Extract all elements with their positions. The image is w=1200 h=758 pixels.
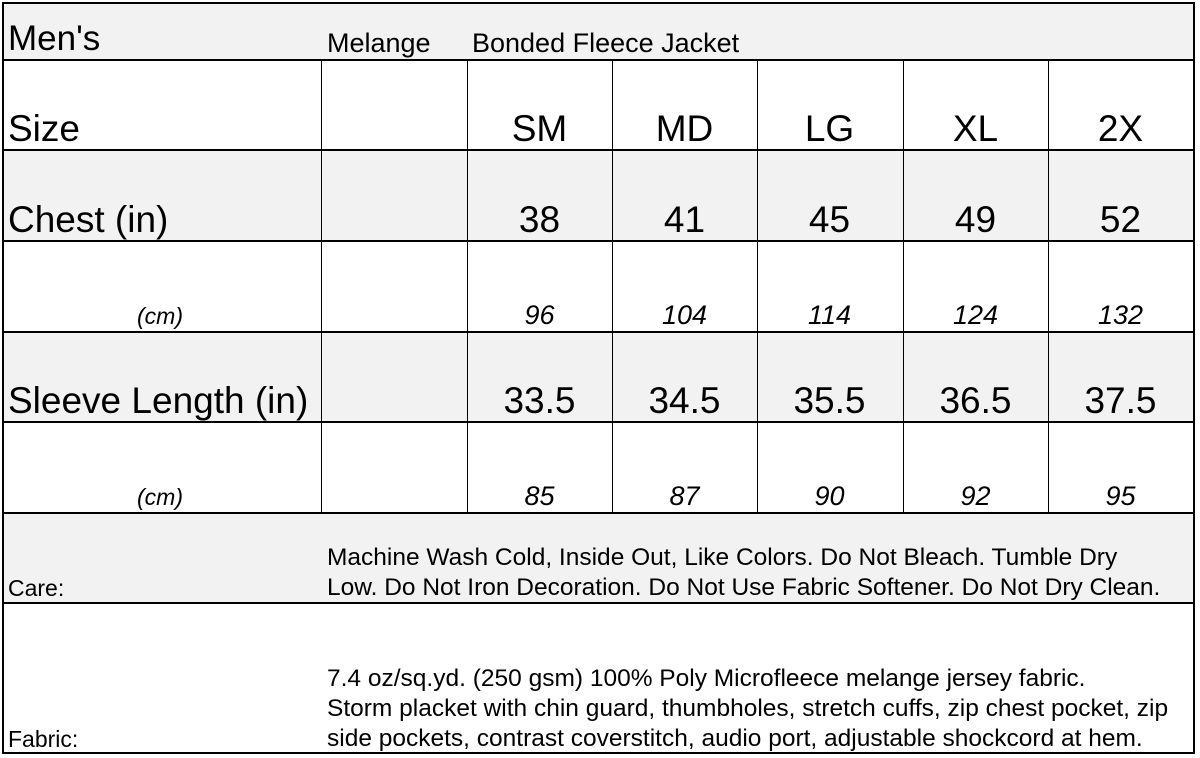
fabric-text-line-3: side pockets, contrast coverstitch, audio port, adjustable shockcord at hem. bbox=[327, 725, 1143, 752]
rule-sleeve-in bbox=[2, 421, 1195, 423]
size-lg: LG bbox=[804, 108, 855, 149]
chest-in-lg: 45 bbox=[808, 199, 851, 240]
rule-chest-in bbox=[2, 240, 1195, 242]
sleeve-cm-xl: 92 bbox=[960, 481, 991, 511]
fabric-text-line-2: Storm placket with chin guard, thumbholes, stretch cuffs, zip chest pocket, zip bbox=[327, 695, 1169, 722]
sleeve-in-lg: 35.5 bbox=[793, 380, 866, 421]
size-label: Size bbox=[8, 108, 80, 149]
chest-in-sm: 38 bbox=[518, 199, 561, 240]
sleeve-cm-lg: 90 bbox=[814, 481, 845, 511]
sleeve-cm-label: (cm) bbox=[137, 484, 183, 510]
sleeve-cm-2x: 95 bbox=[1105, 481, 1136, 511]
rule-top bbox=[2, 2, 1195, 4]
rule-col1 bbox=[321, 59, 322, 514]
care-text-line-2: Low. Do Not Iron Decoration. Do Not Use Fabric Softener. Do Not Dry Clean. bbox=[327, 574, 1161, 601]
sleeve-in-xl: 36.5 bbox=[939, 380, 1012, 421]
sleeve-in-label: Sleeve Length (in) bbox=[8, 380, 309, 421]
rule-header bbox=[2, 59, 1195, 61]
rule-size bbox=[2, 149, 1195, 151]
chest-in-md: 41 bbox=[663, 199, 706, 240]
chest-cm-xl: 124 bbox=[952, 300, 999, 330]
size-md: MD bbox=[655, 108, 714, 149]
rule-sleeve-cm bbox=[2, 512, 1195, 514]
rule-right bbox=[1193, 2, 1195, 754]
size-xl: XL bbox=[952, 108, 999, 149]
style-name: Melange bbox=[327, 28, 431, 58]
care-text-line-1: Machine Wash Cold, Inside Out, Like Colors. Do Not Bleach. Tumble Dry bbox=[327, 544, 1118, 571]
care-label: Care: bbox=[8, 575, 65, 601]
gender-heading: Men's bbox=[8, 19, 101, 58]
fabric-label: Fabric: bbox=[8, 726, 79, 752]
chest-cm-2x: 132 bbox=[1097, 300, 1144, 330]
fabric-text-line-1: 7.4 oz/sq.yd. (250 gsm) 100% Poly Microfleece melange jersey fabric. bbox=[327, 665, 1086, 692]
sleeve-in-md: 34.5 bbox=[648, 380, 721, 421]
chest-in-2x: 52 bbox=[1099, 199, 1142, 240]
chest-in-xl: 49 bbox=[954, 199, 997, 240]
sleeve-cm-sm: 85 bbox=[524, 481, 555, 511]
sleeve-cm-md: 87 bbox=[669, 481, 700, 511]
sleeve-in-2x: 37.5 bbox=[1084, 380, 1157, 421]
chest-cm-label: (cm) bbox=[137, 303, 183, 329]
chest-cm-md: 104 bbox=[661, 300, 708, 330]
rule-left bbox=[2, 2, 4, 754]
product-name: Bonded Fleece Jacket bbox=[472, 28, 740, 58]
chest-in-label: Chest (in) bbox=[8, 199, 169, 240]
rule-chest-cm bbox=[2, 331, 1195, 333]
chest-cm-sm: 96 bbox=[524, 300, 555, 330]
size-sm: SM bbox=[511, 108, 568, 149]
sleeve-in-sm: 33.5 bbox=[503, 380, 576, 421]
chest-cm-lg: 114 bbox=[807, 300, 852, 330]
size-2x: 2X bbox=[1097, 108, 1144, 149]
